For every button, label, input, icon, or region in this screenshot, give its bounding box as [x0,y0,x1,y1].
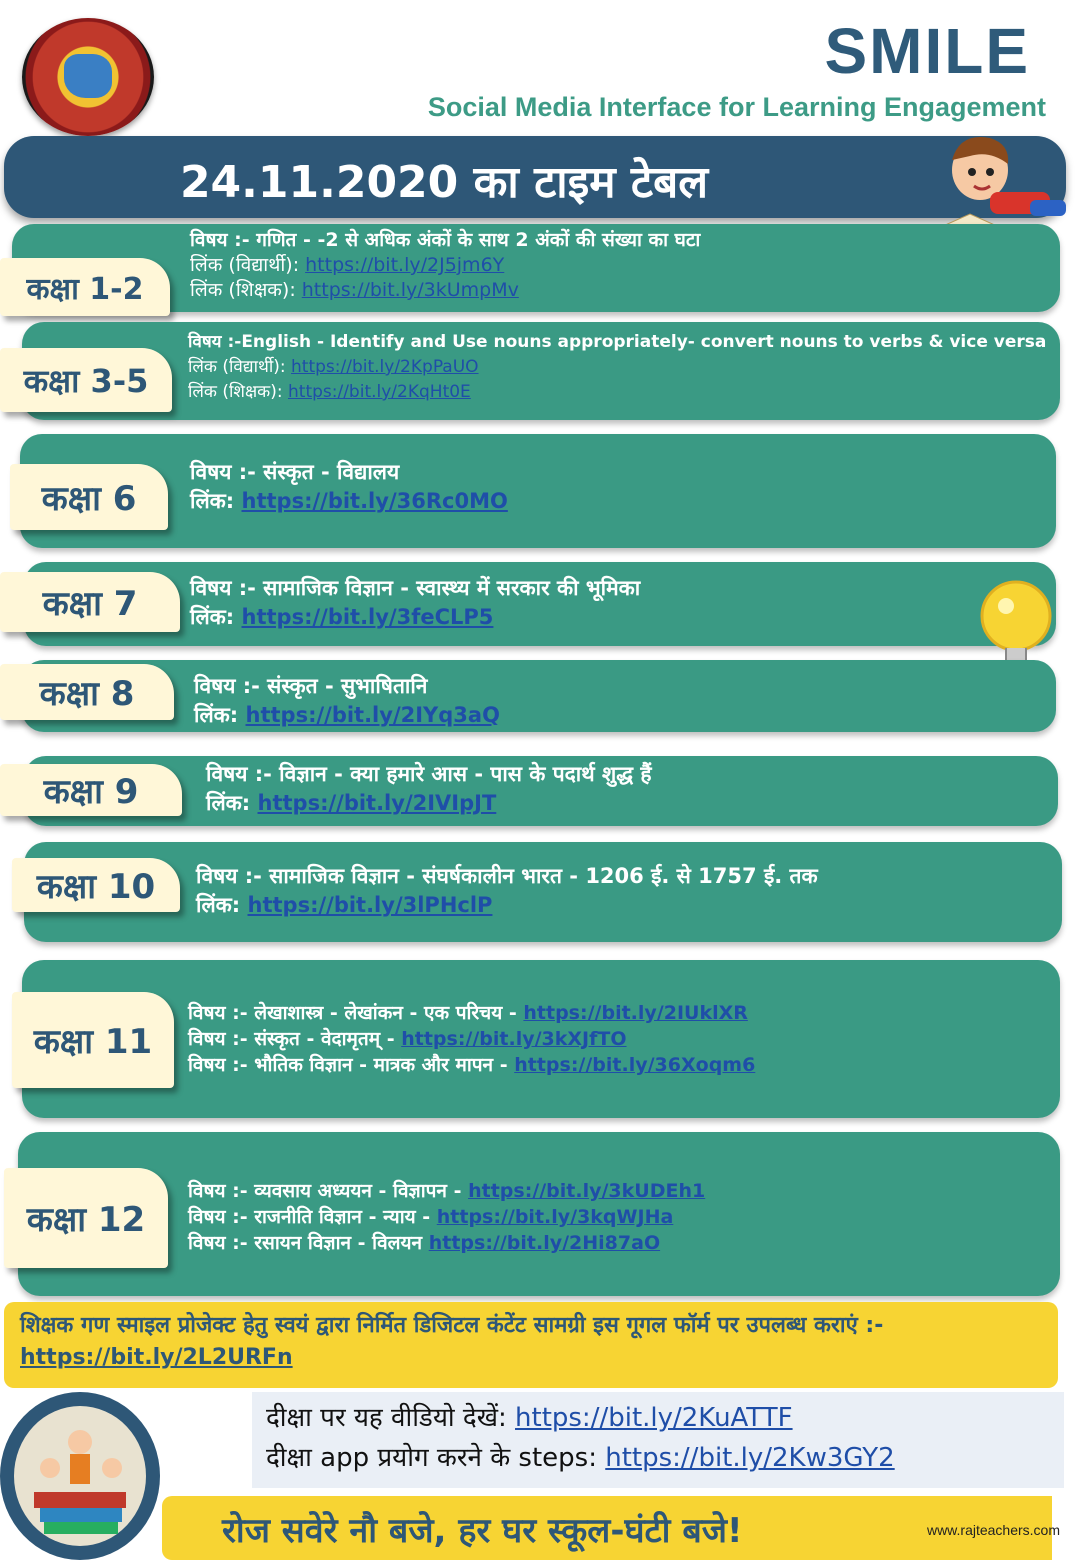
class-12-politics-link[interactable]: https://bit.ly/3kqWJHa [436,1206,674,1228]
class-1-2-label: कक्षा 1-2 [0,258,170,316]
date-title-bar [4,136,1066,218]
class-8-details: विषय :- संस्कृत - सुभाषितानि लिंक: https://bit.ly/2IYq3aQ [194,674,500,727]
class-9-label: कक्षा 9 [0,764,182,816]
diksha-app-steps-link[interactable]: https://bit.ly/2Kw3GY2 [605,1443,895,1473]
class-6-details: विषय :- संस्कृत - विद्यालय लिंक: https://bit.ly/36Rc0MO [190,460,508,513]
class-6-label: कक्षा 6 [10,464,168,530]
diksha-video-link[interactable]: https://bit.ly/2KuATTF [515,1403,793,1433]
class-12-details: विषय :- व्यवसाय अध्ययन - विज्ञापन - https://bit.ly/3kUDEh1 विषय :- राजनीति विज्ञान - न्याय - https://bit.ly/3kqWJHa विषय :- रसायन विज्ञान - विलयन https://bit.ly/2Hi87aO [188,1180,706,1254]
class-8-panel [22,660,1056,732]
class-11-details: विषय :- लेखाशास्त्र - लेखांकन - एक परिचय - https://bit.ly/2IUklXR विषय :- संस्कृत - वेदामृतम् - https://bit.ly/3kXJfTO विषय :- भौतिक विज्ञान - मात्रक और मापन - https://bit.ly/36Xoqm6 [188,1002,756,1076]
class-3-5-details: विषय :-English - Identify and Use nouns appropriately- convert nouns to verbs & vice versa लिंक (विद्यार्थी): https://bit.ly/2KpPaUO लिंक (शिक्षक): https://bit.ly/2KqHt0E [188,332,1047,402]
class-3-5-student-link[interactable]: https://bit.ly/2KpPaUO [291,357,479,377]
children-books-illustration [0,1392,160,1560]
class-8-label: कक्षा 8 [0,664,174,720]
website-credit: www.rajteachers.com [926,1522,1060,1538]
class-12-business-link[interactable]: https://bit.ly/3kUDEh1 [468,1180,706,1202]
class-7-details: विषय :- सामाजिक विज्ञान - स्वास्थ्य में सरकार की भूमिका लिंक: https://bit.ly/3feCLP5 [190,576,641,629]
teacher-notice: शिक्षक गण स्माइल प्रोजेक्ट हेतु स्वयं द्वारा निर्मित डिजिटल कंटेंट सामग्री इस गूगल फॉर्म पर उपलब्ध कराएं :- https://bit.ly/2L2URFn [4,1302,1058,1388]
class-9-details: विषय :- विज्ञान - क्या हमारे आस - पास के पदार्थ शुद्ध हैं लिंक: https://bit.ly/2IVIpJT [206,762,652,815]
brand-subtitle: Social Media Interface for Learning Engagement [427,92,1046,122]
class-9-link[interactable]: https://bit.ly/2IVIpJT [257,791,497,815]
date-title: 24.11.2020 का टाइम टेबल [179,157,709,208]
brand-title: SMILE [824,15,1030,87]
class-6-panel [20,434,1056,548]
class-12-chemistry-link[interactable]: https://bit.ly/2Hi87aO [428,1232,661,1254]
class-10-details: विषय :- सामाजिक विज्ञान - संघर्षकालीन भारत - 1206 ई. से 1757 ई. तक लिंक: https://bit.ly/3lPHclP [196,864,818,917]
class-3-5-label: कक्षा 3-5 [0,348,172,412]
class-7-label: कक्षा 7 [0,572,180,632]
class-1-2-teacher-link[interactable]: https://bit.ly/3kUmpMv [301,279,519,301]
class-10-label: कक्षा 10 [12,858,180,912]
class-7-link[interactable]: https://bit.ly/3feCLP5 [241,605,494,629]
slogan-banner: रोज सवेरे नौ बजे, हर घर स्कूल-घंटी बजे! [162,1496,1052,1560]
class-1-2-student-link[interactable]: https://bit.ly/2J5jm6Y [305,254,505,276]
class-10-link[interactable]: https://bit.ly/3lPHclP [247,893,493,917]
class-11-label: कक्षा 11 [12,992,174,1088]
class-6-link[interactable]: https://bit.ly/36Rc0MO [241,489,508,513]
class-3-5-teacher-link[interactable]: https://bit.ly/2KqHt0E [288,382,471,402]
class-12-label: कक्षा 12 [4,1168,168,1268]
diksha-info-box: दीक्षा पर यह वीडियो देखें: https://bit.ly/2KuATTF दीक्षा app प्रयोग करने के steps: https://bit.ly/2Kw3GY2 [252,1392,1064,1488]
google-form-link[interactable]: https://bit.ly/2L2URFn [20,1345,293,1370]
class-11-physics-link[interactable]: https://bit.ly/36Xoqm6 [514,1054,756,1076]
class-8-link[interactable]: https://bit.ly/2IYq3aQ [245,703,500,727]
class-1-2-details: विषय :- गणित - -2 से अधिक अंकों के साथ 2 अंकों की संख्या का घटा लिंक (विद्यार्थी): https://bit.ly/2J5jm6Y लिंक (शिक्षक): https://bit.ly/3kUmpMv [190,229,701,301]
department-logo [22,18,154,136]
class-11-accountancy-link[interactable]: https://bit.ly/2IUklXR [523,1002,748,1024]
class-11-sanskrit-link[interactable]: https://bit.ly/3kXJfTO [401,1028,627,1050]
